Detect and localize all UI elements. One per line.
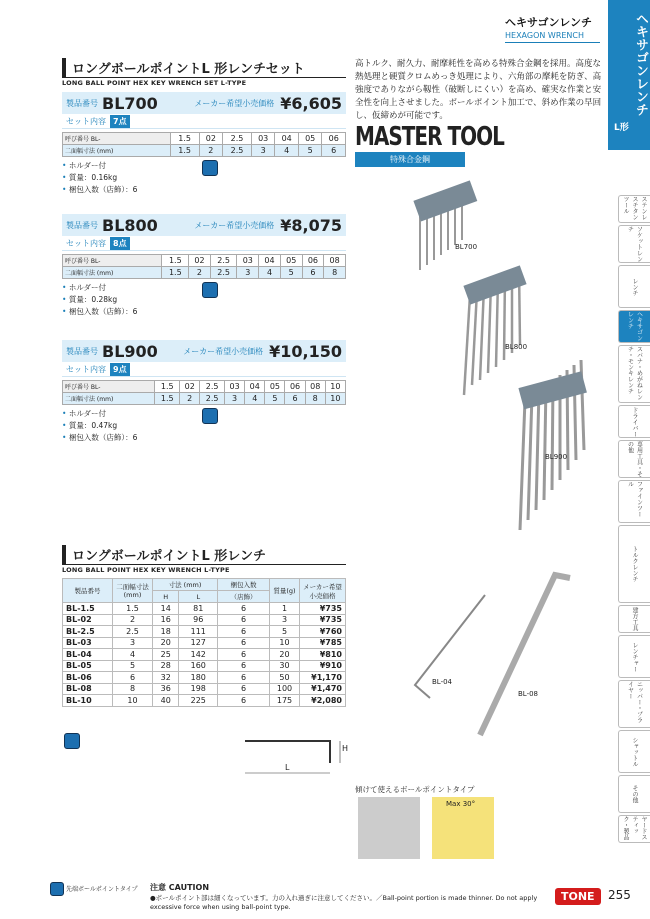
ball-point-icon <box>64 733 80 749</box>
side-tab[interactable]: その他 <box>618 775 650 813</box>
col-pack: 梱包入数 <box>218 579 270 591</box>
table-row: BL-08 8 36 198 6 100 ¥1,470 <box>63 683 346 695</box>
prod-code: BL700 <box>102 93 158 113</box>
dim-cell: 4 <box>259 267 281 279</box>
side-tab[interactable]: スパナ・めがねレンチ・モンキレンチ <box>618 345 650 403</box>
col-prod: 製品番号 <box>63 579 113 603</box>
size-cell: 02 <box>189 255 211 267</box>
footer-icon <box>50 882 64 896</box>
bl700-label: BL700 <box>455 243 478 251</box>
tilt-photo-1 <box>358 797 420 859</box>
size-cell: 1.5 <box>170 133 199 145</box>
product-block <box>62 92 346 196</box>
side-tab[interactable]: 建方工具 <box>618 605 650 633</box>
intro-text: 高トルク、耐久力、耐摩耗性を高める特殊合金鋼を採用。高度な熱処理と硬質クロムめっき処理により、六角部の摩耗を防ぎ、高強度でありながら靱性（破断しにくい）を高め、確実な作業と安全性を向上させました。ボールポイント加工で、斜め作業の早回し、仮締めが可能です。 <box>355 59 602 121</box>
set-label: セット内容 <box>66 238 106 248</box>
dim-cell: 3 <box>251 145 275 157</box>
tilt-caption: 傾けて使えるボールポイントタイプ <box>355 785 475 794</box>
dim-cell: 6 <box>302 267 324 279</box>
set-count: 9点 <box>110 363 130 376</box>
dim-cell: 8 <box>324 267 346 279</box>
size-cell: 2.5 <box>210 255 237 267</box>
dim-cell: 5 <box>298 145 322 157</box>
dim-l: L <box>285 763 290 772</box>
prod-price: ¥10,150 <box>269 341 342 361</box>
tilt-max: Max 30° <box>446 800 476 808</box>
holder-icon <box>202 160 218 176</box>
table-row: BL-2.5 2.5 18 111 6 5 ¥760 <box>63 626 346 638</box>
prod-price: ¥6,605 <box>280 93 342 113</box>
size-cell: 03 <box>225 381 245 393</box>
dim-cell: 5 <box>265 393 285 405</box>
dim-cell: 6 <box>285 393 305 405</box>
size-cell: 05 <box>298 133 322 145</box>
side-tab[interactable]: レンチャー <box>618 635 650 678</box>
col-pack2: （店飾） <box>218 591 270 603</box>
size-cell: 2.5 <box>223 133 252 145</box>
table-row: BL-05 5 28 160 6 30 ¥910 <box>63 660 346 672</box>
size-cell: 04 <box>259 255 281 267</box>
side-tab[interactable]: トルクレンチ <box>618 525 650 603</box>
set-title: ロングボールポイントL 形レンチセット <box>62 58 346 78</box>
single-title: ロングボールポイントL 形レンチ <box>62 545 346 565</box>
product-block <box>62 214 346 318</box>
section-subtab: L形 <box>614 123 629 133</box>
side-tab[interactable]: レンチ <box>618 265 650 308</box>
size-cell: 1.5 <box>162 255 189 267</box>
dim-cell: 6 <box>322 145 346 157</box>
set-count: 7点 <box>110 115 130 128</box>
side-tab[interactable]: ファインツール <box>618 480 650 523</box>
product-block <box>62 340 346 444</box>
col-h: H <box>153 591 179 603</box>
prod-code: BL800 <box>102 215 158 235</box>
dim-cell: 1.5 <box>170 145 199 157</box>
dim-cell: 2.5 <box>210 267 237 279</box>
size-cell: 06 <box>322 133 346 145</box>
bullet: • ホルダー付 <box>62 283 107 292</box>
bullet: • 梱包入数（店飾）：6 <box>62 433 138 442</box>
col-dim: 二面幅寸法(mm) <box>113 579 153 603</box>
dim-cell: 5 <box>280 267 302 279</box>
table-row: BL-02 2 16 96 6 3 ¥735 <box>63 614 346 626</box>
single-table <box>62 578 346 707</box>
size-cell: 06 <box>285 381 305 393</box>
set-subtitle: LONG BALL POINT HEX KEY WRENCH SET L-TYPE <box>62 79 247 87</box>
size-table: 呼び番号 BL- 1.5 02 2.5 03 04 05 06 08 二面幅寸法 (mm) 1.5 2 2.5 3 4 5 6 8 <box>62 254 346 279</box>
brand-badge: 特殊合金鋼 <box>355 152 465 167</box>
side-tab[interactable]: ソケットレンチ <box>618 225 650 263</box>
dim-cell: 2.5 <box>200 393 225 405</box>
table-row: BL-06 6 32 180 6 50 ¥1,170 <box>63 672 346 684</box>
bl900-label: BL900 <box>545 453 568 461</box>
dim-cell: 1.5 <box>162 267 189 279</box>
prod-price: ¥8,075 <box>280 215 342 235</box>
bullet: • 質量：0.47kg <box>62 421 118 430</box>
dim-cell: 2 <box>199 145 223 157</box>
dim-cell: 2 <box>180 393 200 405</box>
col-mass: 質量(g) <box>270 579 300 603</box>
size-cell: 08 <box>305 381 325 393</box>
side-tab[interactable]: ニッパー・プライヤー <box>618 680 650 728</box>
side-tab[interactable]: ヤードスティック・製品 <box>618 815 650 843</box>
size-table: 呼び番号 BL- 1.5 02 2.5 03 04 05 06 08 10 二面幅寸法 (mm) 1.5 2 2.5 3 4 5 6 8 10 <box>62 380 346 405</box>
table-row: BL-10 10 40 225 6 175 ¥2,080 <box>63 695 346 707</box>
single-subtitle: LONG BALL POINT HEX KEY WRENCH L-TYPE <box>62 566 230 574</box>
set-count: 8点 <box>110 237 130 250</box>
bullet: • ホルダー付 <box>62 409 107 418</box>
size-cell: 06 <box>302 255 324 267</box>
bl800-label: BL800 <box>505 343 528 351</box>
tone-logo: TONE <box>555 888 601 905</box>
bullet: • 梱包入数（店飾）：6 <box>62 307 138 316</box>
size-cell: 2.5 <box>200 381 225 393</box>
bl900-image <box>505 340 595 540</box>
size-cell: 04 <box>275 133 299 145</box>
side-tab[interactable]: ヘキサゴンレンチ <box>618 310 650 343</box>
header-subtitle: HEXAGON WRENCH <box>505 31 585 40</box>
price-label: メーカー希望小売価格 <box>194 98 275 108</box>
header-title: ヘキサゴンレンチ <box>505 16 593 29</box>
side-tab[interactable]: ステンレスチタンツール <box>618 195 650 223</box>
holder-icon <box>202 408 218 424</box>
dim-cell: 3 <box>225 393 245 405</box>
prod-label: 製品番号 <box>66 98 98 108</box>
dim-cell: 8 <box>305 393 325 405</box>
size-cell: 02 <box>199 133 223 145</box>
bl04-label: BL-04 <box>432 678 453 686</box>
prod-label: 製品番号 <box>66 346 98 356</box>
size-cell: 03 <box>251 133 275 145</box>
table-row: BL-04 4 25 142 6 20 ¥810 <box>63 649 346 661</box>
footer-icon-label: 先端ボールポイントタイプ <box>66 886 138 893</box>
single-wrench-image <box>395 570 605 750</box>
dim-cell: 1.5 <box>155 393 180 405</box>
bullet: • 質量：0.28kg <box>62 295 118 304</box>
price-label: メーカー希望小売価格 <box>194 220 275 230</box>
bullet: • ホルダー付 <box>62 161 107 170</box>
col-l: L <box>179 591 218 603</box>
page-number: 255 <box>608 888 631 902</box>
dim-cell: 4 <box>275 145 299 157</box>
bullet: • 梱包入数（店飾）：6 <box>62 185 138 194</box>
size-cell: 05 <box>265 381 285 393</box>
caution-text: ●ボールポイント部は細くなっています。力の入れ過ぎに注意してください。／Ball-point portion is made thinner. Do not apply excessive force when using ball-point type. <box>150 894 538 911</box>
brand-logo: MASTER TOOL <box>355 120 504 152</box>
size-cell: 10 <box>325 381 345 393</box>
dim-cell: 10 <box>325 393 345 405</box>
size-table: 呼び番号 BL- 1.5 02 2.5 03 04 05 06 二面幅寸法 (mm) 1.5 2 2.5 3 4 5 6 <box>62 132 346 157</box>
bullet: • 質量：0.16kg <box>62 173 118 182</box>
set-label: セット内容 <box>66 116 106 126</box>
dim-cell: 3 <box>237 267 259 279</box>
dim-cell: 4 <box>245 393 265 405</box>
header-rule <box>505 42 600 43</box>
dimension-diagram <box>240 733 350 778</box>
side-tab[interactable]: 専用工具・その他 <box>618 440 650 478</box>
table-row: BL-1.5 1.5 14 81 6 1 ¥735 <box>63 603 346 615</box>
size-cell: 03 <box>237 255 259 267</box>
size-cell: 02 <box>180 381 200 393</box>
dim-cell: 2.5 <box>223 145 252 157</box>
col-size: 寸法 (mm) <box>153 579 218 591</box>
bl08-label: BL-08 <box>518 690 539 698</box>
side-tab[interactable]: シャットル <box>618 730 650 773</box>
size-cell: 05 <box>280 255 302 267</box>
size-cell: 04 <box>245 381 265 393</box>
size-cell: 08 <box>324 255 346 267</box>
dim-cell: 2 <box>189 267 211 279</box>
prod-code: BL900 <box>102 341 158 361</box>
dim-h: H <box>342 744 349 753</box>
table-row: BL-03 3 20 127 6 10 ¥785 <box>63 637 346 649</box>
set-label: セット内容 <box>66 364 106 374</box>
caution-title: 注意 CAUTION <box>150 883 210 892</box>
prod-label: 製品番号 <box>66 220 98 230</box>
size-cell: 1.5 <box>155 381 180 393</box>
holder-icon <box>202 282 218 298</box>
price-label: メーカー希望小売価格 <box>183 346 264 356</box>
side-tab[interactable]: ドライバー <box>618 405 650 438</box>
col-price: メーカー希望小売価格 <box>300 579 346 603</box>
section-tab: ヘキサゴンレンチ L形 <box>608 0 650 150</box>
